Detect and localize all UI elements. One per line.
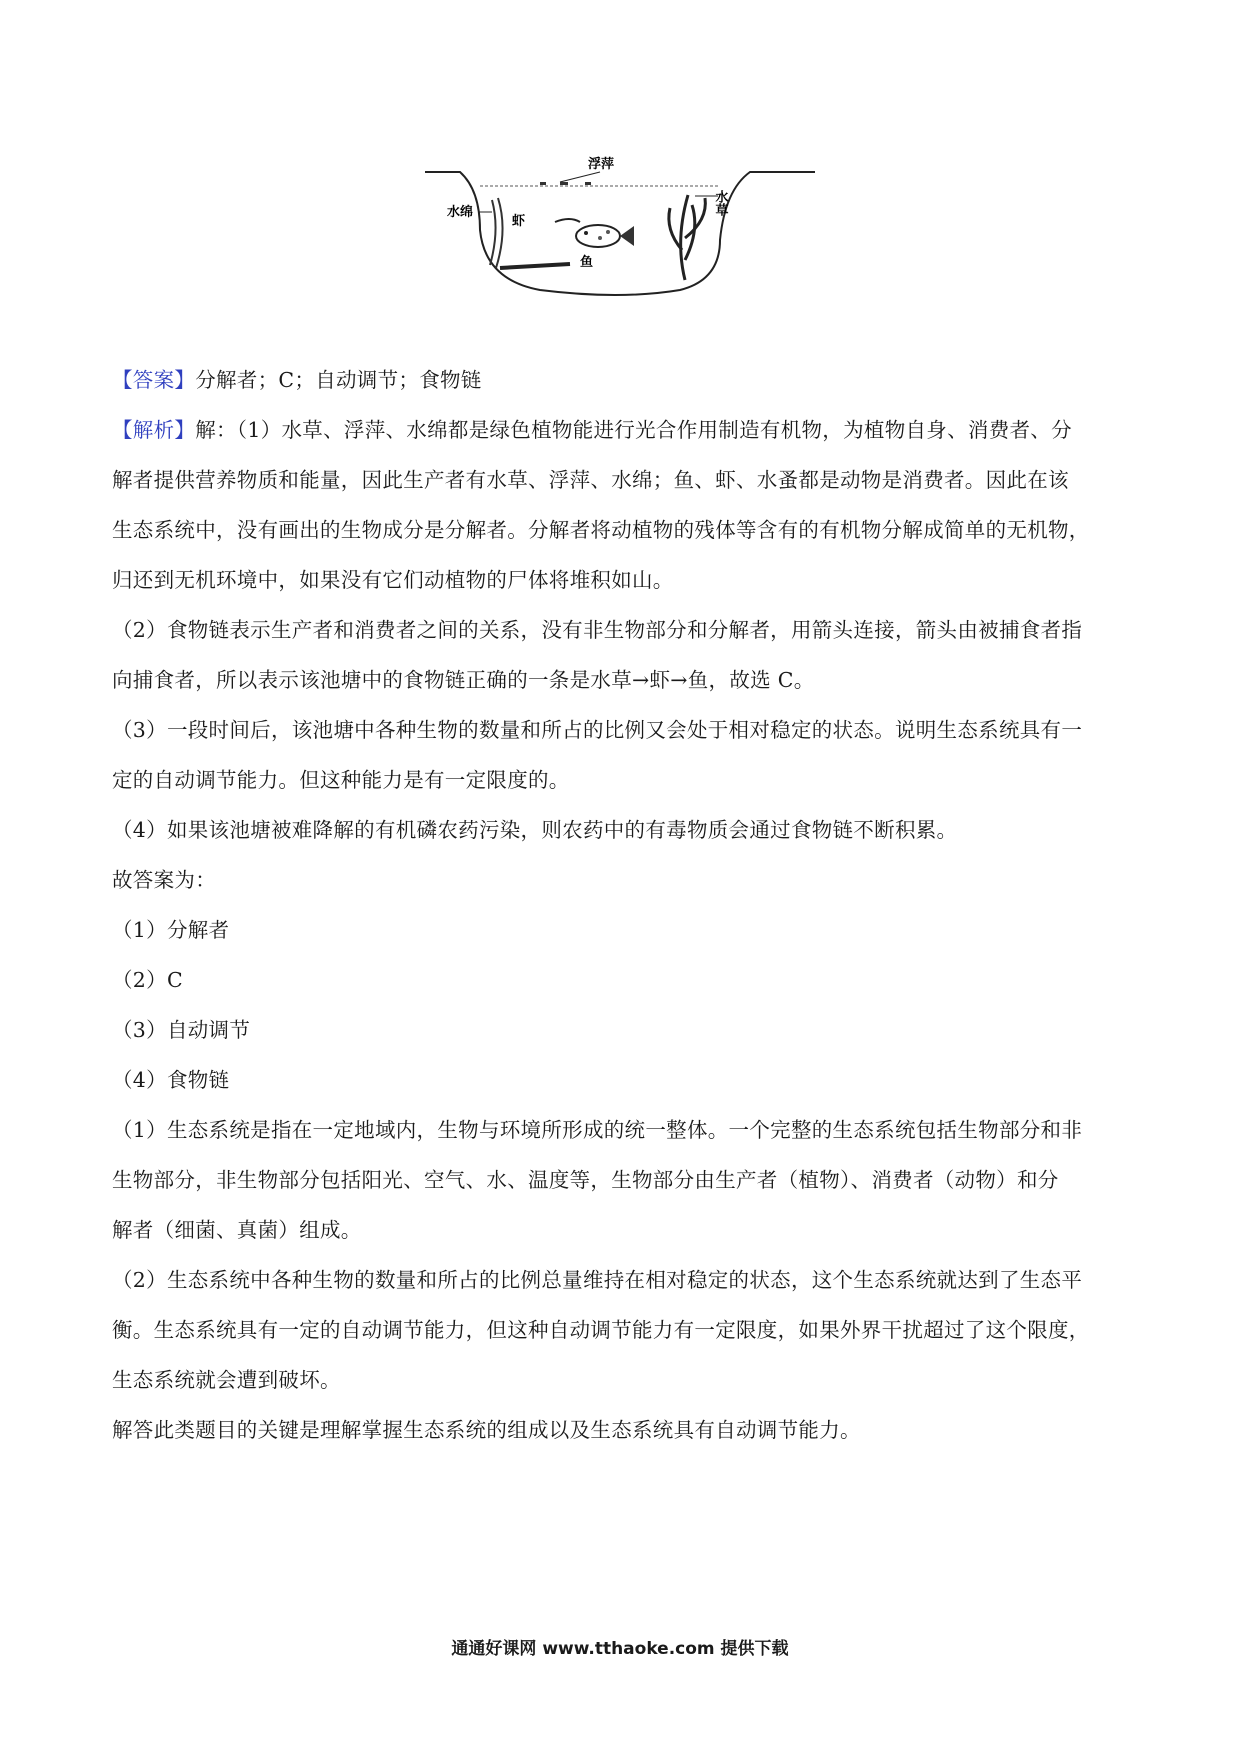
- water-grass-icon: [669, 195, 705, 280]
- analysis-line: （4）食物链: [112, 1068, 230, 1092]
- analysis-line: 向捕食者，所以表示该池塘中的食物链正确的一条是水草→虾→鱼，故选 C。: [112, 668, 815, 692]
- analysis-line: （1）生态系统是指在一定地域内，生物与环境所形成的统一整体。一个完整的生态系统包括生物部分和非: [112, 1118, 1083, 1142]
- analysis-line: 故答案为：: [112, 868, 216, 892]
- analysis-line: （3）自动调节: [112, 1018, 251, 1042]
- analysis-line: 解者（细菌、真菌）组成。: [112, 1218, 362, 1242]
- answer-tag: 【答案】: [112, 368, 196, 392]
- analysis-line: 生态系统就会遭到破坏。: [112, 1368, 341, 1392]
- analysis-text: 解：（1）水草、浮萍、水绵都是绿色植物能进行光合作用制造有机物，为植物自身、消费者、分: [195, 418, 1072, 442]
- analysis-tag: 【解析】: [112, 418, 196, 442]
- answer-text: 分解者；C；自动调节；食物链: [195, 368, 482, 392]
- pond-ecosystem-figure: [420, 150, 820, 310]
- analysis-line: （3）一段时间后，该池塘中各种生物的数量和所占的比例又会处于相对稳定的状态。说明生态系统具有一: [112, 718, 1083, 742]
- label-fish: 鱼: [580, 255, 594, 270]
- analysis-line: [112, 405, 1132, 455]
- answer-line: [112, 355, 1132, 405]
- analysis-line: 解者提供营养物质和能量，因此生产者有水草、浮萍、水绵；鱼、虾、水蚤都是动物是消费者。因此在该: [112, 468, 1069, 492]
- analysis-line: （1）分解者: [112, 918, 230, 942]
- analysis-line: 定的自动调节能力。但这种能力是有一定限度的。: [112, 768, 570, 792]
- analysis-line: 衡。生态系统具有一定的自动调节能力，但这种自动调节能力有一定限度，如果外界干扰超过了这个限度，: [112, 1318, 1090, 1342]
- label-water-grass: 水草: [712, 190, 728, 216]
- analysis-line: （2）生态系统中各种生物的数量和所占的比例总量维持在相对稳定的状态，这个生态系统就达到了生态平: [112, 1268, 1083, 1292]
- analysis-line: 生物部分，非生物部分包括阳光、空气、水、温度等，生物部分由生产者（植物）、消费者（动物）和分: [112, 1168, 1059, 1192]
- duckweed-icon: [540, 182, 591, 185]
- label-shrimp: 虾: [512, 214, 526, 229]
- label-spirogyra: 水绵: [447, 205, 474, 220]
- fish-icon: [576, 225, 634, 247]
- spirogyra-icon: [490, 198, 503, 268]
- shrimp-icon: [555, 219, 580, 222]
- analysis-line: 生态系统中，没有画出的生物成分是分解者。分解者将动植物的残体等含有的有机物分解成简单的无机物，: [112, 518, 1090, 542]
- analysis-line: 归还到无机环境中，如果没有它们动植物的尸体将堆积如山。: [112, 568, 674, 592]
- pond-bottom-debris-icon: [500, 264, 570, 268]
- analysis-line: （4）如果该池塘被难降解的有机磷农药污染，则农药中的有毒物质会通过食物链不断积累。: [112, 818, 958, 842]
- label-duckweed: 浮萍: [588, 157, 615, 172]
- page-footer: 通通好课网 www.tthaoke.com 提供下载: [451, 1639, 789, 1659]
- analysis-line: 解答此类题目的关键是理解掌握生态系统的组成以及生态系统具有自动调节能力。: [112, 1418, 861, 1442]
- answer-content: [112, 355, 1132, 1455]
- analysis-line: （2）C: [112, 968, 183, 992]
- analysis-line: （2）食物链表示生产者和消费者之间的关系，没有非生物部分和分解者，用箭头连接，箭头由被捕食者指: [112, 618, 1083, 642]
